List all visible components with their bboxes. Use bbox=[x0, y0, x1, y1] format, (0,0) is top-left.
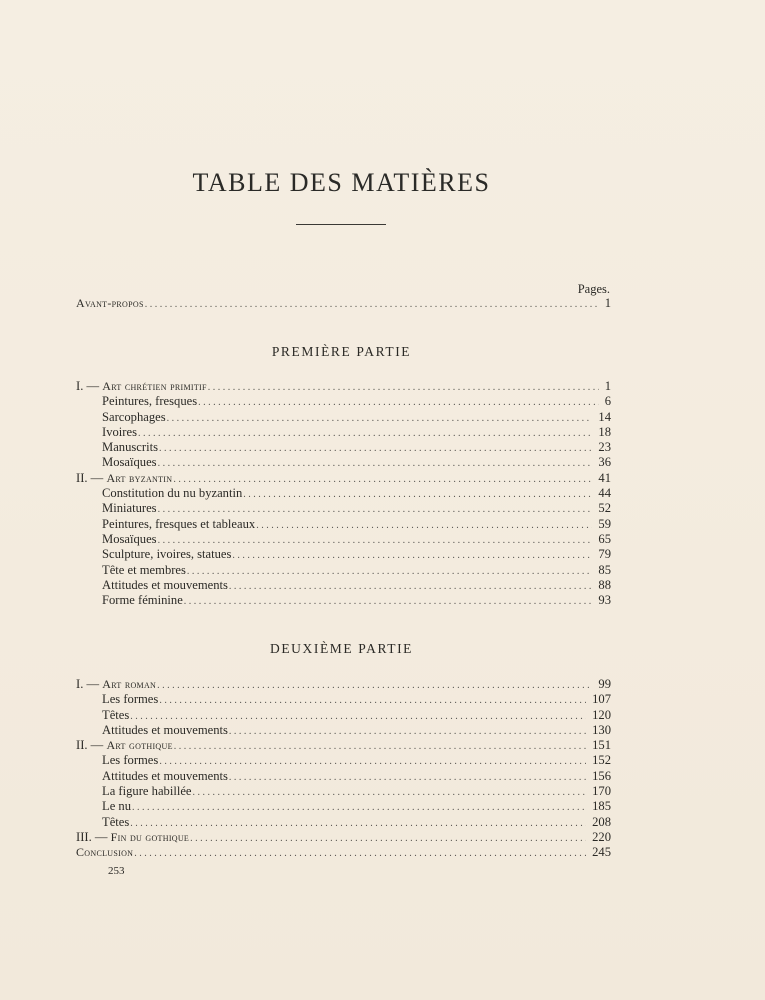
toc-entry-label bbox=[76, 738, 173, 753]
toc-entry-label bbox=[76, 578, 228, 593]
dot-leader bbox=[132, 800, 586, 815]
dot-leader bbox=[167, 411, 593, 426]
toc-entry-title: Conclusion bbox=[76, 845, 134, 860]
toc-entry-title: Tête et membres bbox=[102, 562, 186, 577]
dot-leader bbox=[256, 518, 592, 533]
toc-entry-label bbox=[76, 394, 197, 409]
part-one-heading: PREMIÈRE PARTIE bbox=[271, 344, 412, 359]
toc-entry-label bbox=[76, 501, 157, 516]
toc-entry[interactable] bbox=[76, 723, 611, 738]
toc-entry[interactable] bbox=[76, 501, 611, 516]
toc-entry[interactable] bbox=[76, 532, 611, 547]
toc-entry[interactable] bbox=[76, 425, 611, 440]
dot-leader bbox=[158, 533, 593, 548]
toc-entry-label bbox=[76, 455, 157, 470]
toc-entry-page: 152 bbox=[592, 753, 611, 768]
toc-entry-title: Têtes bbox=[102, 707, 130, 722]
toc-entry[interactable] bbox=[76, 440, 611, 455]
dot-leader bbox=[159, 693, 586, 708]
toc-entry-label bbox=[76, 677, 156, 692]
dot-leader bbox=[159, 441, 592, 456]
toc-entry[interactable] bbox=[76, 708, 611, 723]
toc-entry-title: Mosaïques bbox=[102, 455, 157, 470]
toc-entry-title: Mosaïques bbox=[102, 531, 157, 546]
toc-entry-title: Art gothique bbox=[106, 738, 173, 753]
dot-leader bbox=[229, 579, 592, 594]
dot-leader bbox=[198, 395, 599, 410]
toc-entry-page: 107 bbox=[592, 692, 611, 707]
toc-entry[interactable] bbox=[76, 753, 611, 768]
toc-entry[interactable] bbox=[76, 692, 611, 707]
pages-column-header: Pages. bbox=[577, 282, 610, 296]
dot-leader bbox=[187, 564, 592, 579]
dot-leader bbox=[243, 487, 592, 502]
toc-entry-title: Peintures, fresques et tableaux bbox=[102, 516, 256, 531]
toc-entry-title: Forme féminine bbox=[102, 593, 183, 608]
toc-entry-label bbox=[76, 753, 158, 768]
toc-entry-label: Avant-propos bbox=[76, 296, 144, 310]
toc-entry-page: 14 bbox=[598, 409, 611, 424]
dot-leader bbox=[134, 846, 586, 861]
dot-leader bbox=[173, 472, 592, 487]
dot-leader bbox=[232, 548, 592, 563]
part-two-heading: DEUXIÈME PARTIE bbox=[269, 641, 414, 656]
toc-entry-label bbox=[76, 845, 133, 860]
toc-entry-title: Miniatures bbox=[102, 501, 157, 516]
dot-leader bbox=[130, 816, 586, 831]
toc-entry-page: 130 bbox=[592, 722, 611, 737]
toc-entry-page: 36 bbox=[598, 455, 611, 470]
dot-leader bbox=[138, 426, 592, 441]
toc-entry[interactable] bbox=[76, 815, 611, 830]
toc-entry[interactable] bbox=[76, 578, 611, 593]
chapter-number: II. — bbox=[76, 738, 107, 753]
toc-entry-label bbox=[76, 440, 158, 455]
toc-entry-page: 245 bbox=[592, 845, 611, 860]
toc-entry-label bbox=[76, 425, 137, 440]
part-two-entries bbox=[76, 677, 611, 861]
toc-entry-label bbox=[76, 532, 157, 547]
toc-entry-page: 1 bbox=[604, 379, 611, 393]
toc-entry[interactable] bbox=[76, 784, 611, 799]
toc-entry-title: Art chrétien primitif bbox=[102, 379, 207, 393]
toc-entry-page: 156 bbox=[592, 768, 611, 783]
toc-entry-label bbox=[76, 517, 255, 532]
toc-entry-page: 44 bbox=[598, 486, 611, 501]
toc-entry[interactable] bbox=[76, 738, 611, 753]
dot-leader bbox=[157, 678, 592, 693]
toc-entry-label bbox=[76, 471, 172, 486]
toc-entry-page: 151 bbox=[592, 738, 611, 753]
toc-entry-title: Têtes bbox=[102, 814, 130, 829]
toc-entry-title: Le nu bbox=[102, 799, 132, 814]
toc-entry-title: Attitudes et mouvements bbox=[102, 577, 228, 592]
toc-entry-title: Art roman bbox=[102, 677, 157, 691]
dot-leader bbox=[229, 724, 586, 739]
toc-entry-page: 85 bbox=[598, 562, 611, 577]
dot-leader bbox=[208, 380, 599, 395]
page-title: TABLE DES MATIÈRES bbox=[192, 168, 491, 197]
toc-entry-title: Art byzantin bbox=[106, 470, 173, 485]
toc-entry-page: 23 bbox=[598, 440, 611, 455]
dot-leader bbox=[145, 297, 599, 312]
toc-entry-title: Peintures, fresques bbox=[102, 394, 198, 409]
toc-entry-page: 220 bbox=[592, 829, 611, 844]
toc-entry[interactable] bbox=[76, 799, 611, 814]
title-rule bbox=[296, 224, 386, 225]
toc-entry-page: 120 bbox=[592, 707, 611, 722]
chapter-number: I. — bbox=[76, 677, 103, 691]
toc-entry-page: 41 bbox=[598, 470, 611, 485]
toc-entry[interactable] bbox=[76, 455, 611, 470]
toc-entry-label bbox=[76, 379, 207, 394]
toc-entry-title: Manuscrits bbox=[102, 440, 158, 455]
chapter-number: I. — bbox=[76, 379, 103, 393]
toc-entry-label bbox=[76, 799, 131, 814]
toc-entry-title: Les formes bbox=[102, 692, 159, 707]
toc-entry-page: 208 bbox=[592, 814, 611, 829]
toc-entry[interactable] bbox=[76, 379, 611, 394]
toc-entry-label bbox=[76, 563, 186, 578]
toc-entry[interactable] bbox=[76, 563, 611, 578]
toc-entry-page: 1 bbox=[604, 296, 611, 310]
avant-propos-section bbox=[76, 296, 611, 311]
toc-entry-label bbox=[76, 547, 231, 562]
toc-entry-label bbox=[76, 692, 158, 707]
chapter-number: III. — bbox=[76, 829, 111, 844]
toc-entry-label bbox=[76, 723, 228, 738]
dot-leader bbox=[184, 594, 593, 609]
toc-entry-title: Sculpture, ivoires, statues bbox=[102, 547, 232, 562]
toc-entry[interactable] bbox=[76, 845, 611, 860]
dot-leader bbox=[193, 785, 587, 800]
toc-entry-page: 99 bbox=[598, 677, 611, 691]
chapter-number: II. — bbox=[76, 470, 107, 485]
toc-entry[interactable] bbox=[76, 593, 611, 608]
dot-leader bbox=[174, 739, 586, 754]
toc-entry[interactable] bbox=[76, 394, 611, 409]
part-one-entries bbox=[76, 379, 611, 608]
toc-entry-page: 65 bbox=[598, 531, 611, 546]
toc-entry-page: 6 bbox=[604, 394, 611, 409]
toc-entry-label bbox=[76, 769, 228, 784]
toc-entry-title: Fin du gothique bbox=[110, 829, 190, 844]
toc-entry[interactable] bbox=[76, 410, 611, 425]
toc-entry-label bbox=[76, 708, 129, 723]
toc-entry-label bbox=[76, 486, 242, 501]
toc-entry-page: 170 bbox=[592, 784, 611, 799]
toc-entry-page: 59 bbox=[598, 516, 611, 531]
toc-entry[interactable] bbox=[76, 830, 611, 845]
toc-entry-page: 79 bbox=[598, 547, 611, 562]
dot-leader bbox=[130, 709, 586, 724]
toc-entry-page: 52 bbox=[598, 501, 611, 516]
toc-entry-title: Constitution du nu byzantin bbox=[102, 486, 243, 501]
toc-entry-page: 88 bbox=[598, 577, 611, 592]
toc-entry-avant-propos[interactable] bbox=[76, 296, 611, 311]
toc-entry-title: La figure habillée bbox=[102, 784, 192, 799]
toc-entry[interactable] bbox=[76, 486, 611, 501]
toc-entry-page: 18 bbox=[598, 424, 611, 439]
dot-leader bbox=[190, 831, 586, 846]
toc-entry-page: 93 bbox=[598, 593, 611, 608]
toc-entry[interactable] bbox=[76, 471, 611, 486]
page-number: 253 bbox=[108, 865, 125, 877]
dot-leader bbox=[159, 754, 586, 769]
toc-entry-label bbox=[76, 784, 192, 799]
toc-entry-title: Sarcophages bbox=[102, 409, 166, 424]
toc-entry-title: Attitudes et mouvements bbox=[102, 722, 228, 737]
toc-entry-label bbox=[76, 815, 129, 830]
dot-leader bbox=[158, 502, 593, 517]
toc-entry-label bbox=[76, 830, 189, 845]
toc-entry-title: Les formes bbox=[102, 753, 159, 768]
toc-entry[interactable] bbox=[76, 677, 611, 692]
toc-entry-title: Ivoires bbox=[102, 424, 137, 439]
toc-entry[interactable] bbox=[76, 769, 611, 784]
toc-entry-label bbox=[76, 410, 166, 425]
toc-entry[interactable] bbox=[76, 517, 611, 532]
toc-entry-label bbox=[76, 593, 183, 608]
dot-leader bbox=[229, 770, 586, 785]
toc-entry[interactable] bbox=[76, 547, 611, 562]
dot-leader bbox=[158, 456, 593, 471]
toc-entry-title: Attitudes et mouvements bbox=[102, 768, 228, 783]
toc-entry-page: 185 bbox=[592, 799, 611, 814]
